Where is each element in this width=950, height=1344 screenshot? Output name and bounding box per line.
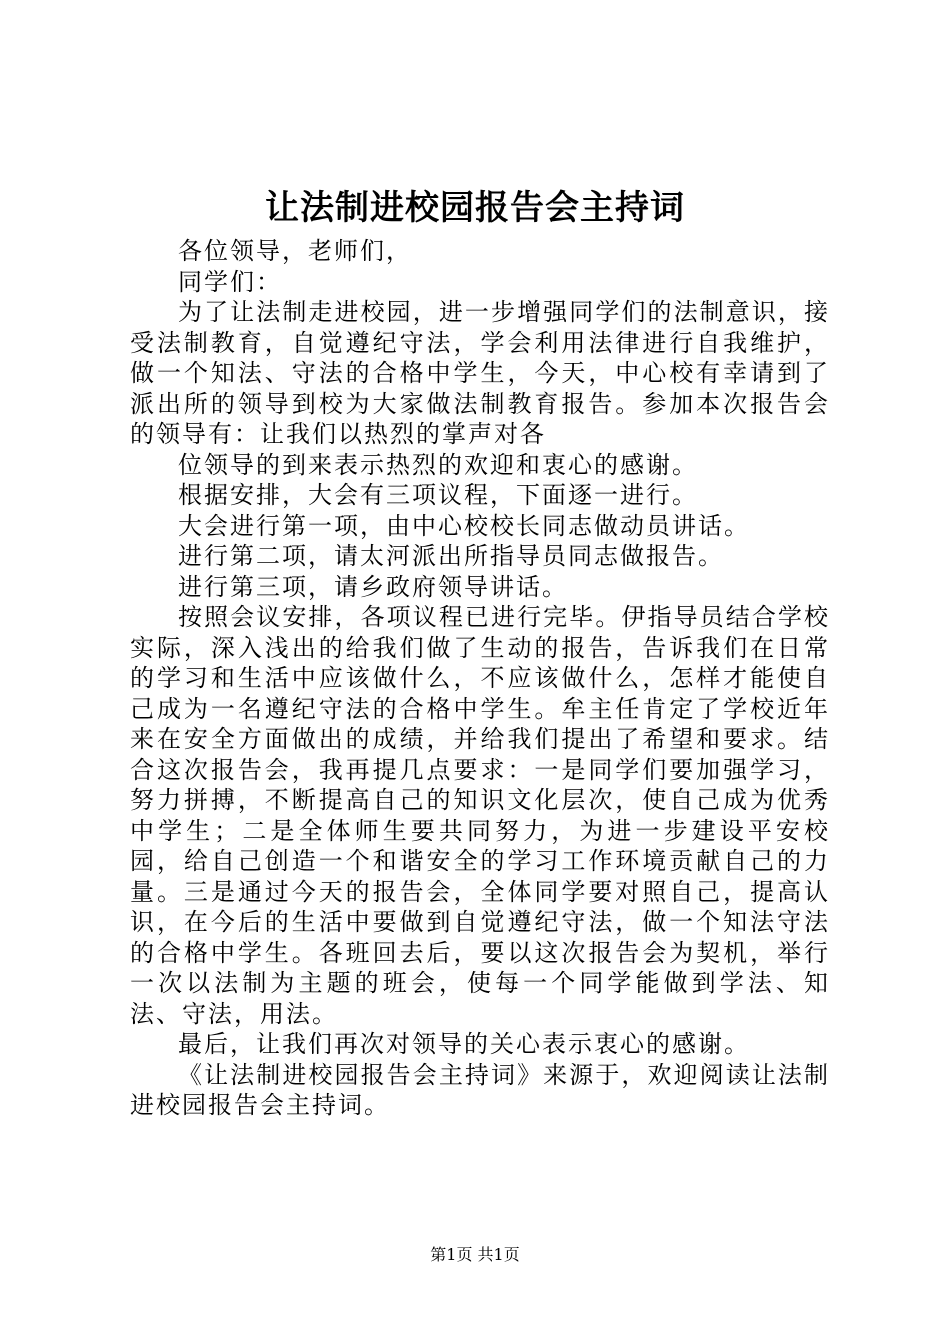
paragraph-source-note: 《让法制进校园报告会主持词》来源于，欢迎阅读让法制进校园报告会主持词。 [130,1060,830,1119]
paragraph-summary: 按照会议安排，各项议程已进行完毕。伊指导员结合学校实际，深入浅出的给我们做了生动的报告，告诉我们在日常的学习和生活中应该做什么，不应该做什么，怎样才能使自己成为一名遵纪守法的合格中学生。牟主任肯定了学校近年来在安全方面做出的成绩，并给我们提出了希望和要求。结合这次报告会，我再提几点要求：一是同学们要加强学习，努力拼搏，不断提高自己的知识文化层次，使自己成为优秀中学生；二是全体师生要共同努力，为进一步建设平安校园，给自己创造一个和谐安全的学习工作环境贡献自己的力量。三是通过今天的报告会，全体同学要对照自己，提高认识，在今后的生活中要做到自觉遵纪守法，做一个知法守法的合格中学生。各班回去后，要以这次报告会为契机，举行一次以法制为主题的班会，使每一个同学能做到学法、知法、守法，用法。 [130,603,830,1028]
paragraph-greeting-students: 同学们： [178,267,282,296]
document-title: 让法制进校园报告会主持词 [265,188,685,228]
paragraph-agenda-item-2: 进行第二项，请太河派出所指导员同志做报告。 [178,542,724,570]
document-body [130,236,830,1121]
paragraph-agenda: 根据安排，大会有三项议程，下面逐一进行。 [178,481,698,509]
page-number-footer: 第1页 共1页 [430,1245,520,1264]
paragraph-greeting: 各位领导，老师们， [178,237,412,265]
paragraph-welcome: 位领导的到来表示热烈的欢迎和衷心的感谢。 [178,450,698,479]
paragraph-introduction: 为了让法制走进校园，进一步增强同学们的法制意识，接受法制教育，自觉遵纪守法，学会利用法律进行自我维护，做一个知法、守法的合格中学生，今天，中心校有幸请到了派出所的领导到校为大家做法制教育报告。参加本次报告会的领导有：让我们以热烈的掌声对各 [130,298,830,448]
paragraph-agenda-item-3: 进行第三项，请乡政府领导讲话。 [178,572,568,601]
paragraph-closing: 最后，让我们再次对领导的关心表示衷心的感谢。 [178,1030,750,1058]
paragraph-agenda-item-1: 大会进行第一项，由中心校校长同志做动员讲话。 [178,511,750,540]
